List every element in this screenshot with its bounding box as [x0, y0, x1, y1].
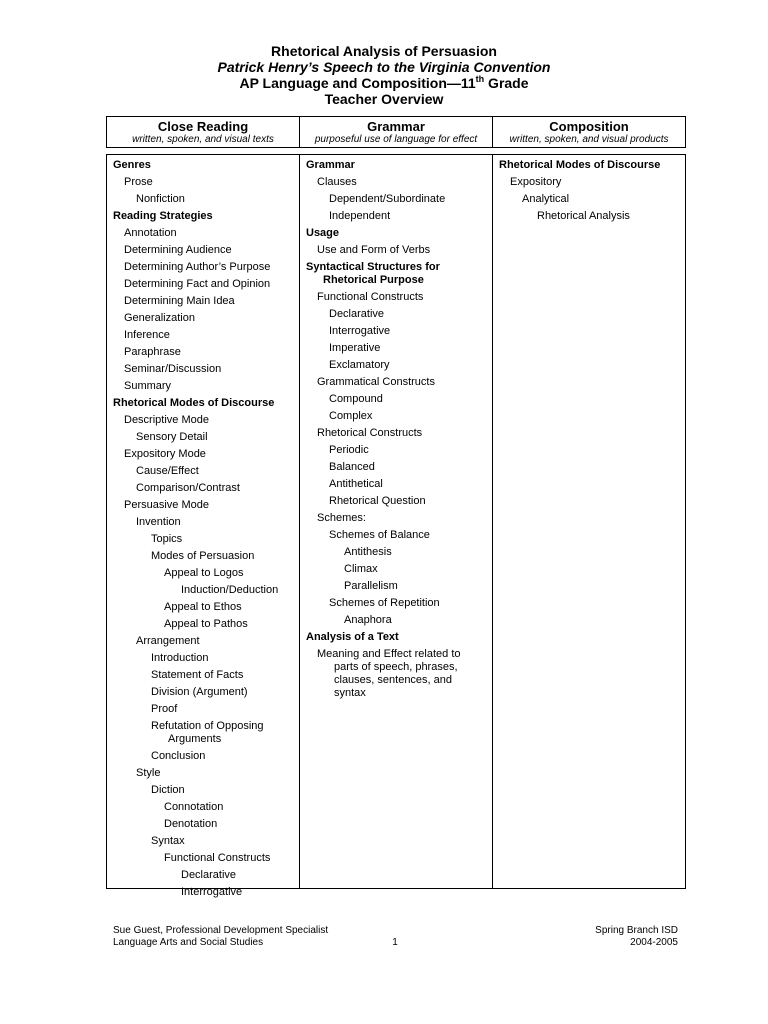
outline-item: Nonfiction — [136, 193, 185, 205]
outline-item: Functional Constructs — [164, 852, 271, 864]
outline-item: Determining Main Idea — [124, 295, 235, 307]
outline-item: Climax — [344, 563, 378, 575]
section-heading: Rhetorical Modes of Discourse — [499, 159, 661, 171]
grade-suffix: Grade — [484, 75, 529, 91]
outline-item: Syntax — [151, 835, 185, 847]
outline-item: Introduction — [151, 652, 209, 664]
overview-label: Teacher Overview — [324, 91, 444, 107]
outline-item: Sensory Detail — [136, 431, 208, 443]
outline-item: Analytical — [522, 193, 570, 205]
footer-year: 2004-2005 — [630, 937, 678, 948]
outline-item: Complex — [329, 410, 373, 422]
section-heading: Reading Strategies — [113, 210, 213, 222]
document-title-block — [0, 43, 768, 107]
outline-item: Determining Audience — [124, 244, 232, 256]
outline-item: Prose — [124, 176, 153, 188]
outline-item: Modes of Persuasion — [151, 550, 255, 562]
outline-item: Rhetorical Question — [329, 495, 426, 507]
outline-item: Comparison/Contrast — [136, 482, 240, 494]
section-heading: Rhetorical Modes of Discourse — [113, 397, 275, 409]
outline-item: Clauses — [317, 176, 357, 188]
footer-district: Spring Branch ISD — [595, 925, 678, 936]
outline-item: Imperative — [329, 342, 381, 354]
outline-item: Inference — [124, 329, 170, 341]
header-close-reading — [107, 117, 299, 147]
outline-item: Appeal to Pathos — [164, 618, 248, 630]
outline-item: Antithetical — [329, 478, 383, 490]
outline-item: Topics — [151, 533, 183, 545]
header-title: Grammar — [367, 119, 425, 134]
outline-item: Seminar/Discussion — [124, 363, 222, 375]
header-title: Composition — [549, 119, 629, 134]
document-title: Rhetorical Analysis of Persuasion — [271, 43, 497, 59]
document-subtitle: Patrick Henry’s Speech to the Virginia Convention — [217, 59, 551, 75]
outline-item: Periodic — [329, 444, 369, 456]
outline-item: Generalization — [124, 312, 195, 324]
header-grammar — [299, 117, 492, 147]
outline-item: Statement of Facts — [151, 669, 244, 681]
outline-item: Parallelism — [344, 580, 398, 592]
footer-right — [595, 925, 678, 949]
outline-item: Declarative — [181, 869, 237, 881]
column-grammar — [299, 155, 492, 888]
header-subtitle: written, spoken, and visual products — [509, 134, 669, 145]
header-composition — [492, 117, 685, 147]
course-line — [0, 75, 768, 91]
outline-item: Paraphrase — [124, 346, 181, 358]
grade-superscript: th — [475, 74, 485, 84]
outline-item: Arrangement — [136, 635, 200, 647]
outline-item: Invention — [136, 516, 181, 528]
header-subtitle: purposeful use of language for effect — [314, 134, 478, 145]
column-composition — [492, 155, 685, 888]
outline-item: Grammatical Constructs — [317, 376, 435, 388]
outline-item: Summary — [124, 380, 172, 392]
outline-item: Proof — [151, 703, 178, 715]
outline-item: Cause/Effect — [136, 465, 199, 477]
outline-item: Balanced — [329, 461, 375, 473]
section-heading: Analysis of a Text — [306, 631, 399, 643]
section-heading: Grammar — [306, 159, 355, 171]
footer-author: Sue Guest, Professional Development Specialist — [113, 925, 329, 936]
outline-item: Antithesis — [344, 546, 392, 558]
outline-item: Appeal to Ethos — [164, 601, 242, 613]
outline-item: Denotation — [164, 818, 218, 830]
section-heading: Syntactical Structures for Rhetorical Purpose — [306, 261, 440, 286]
outline-item: Expository — [510, 176, 562, 188]
outline-item: Compound — [329, 393, 383, 405]
outline-item: Dependent/Subordinate — [329, 193, 446, 205]
outline-item: Style — [136, 767, 161, 779]
outline-item: Conclusion — [151, 750, 206, 762]
outline-item: Diction — [151, 784, 185, 796]
outline-item: Schemes: — [317, 512, 366, 524]
outline-item: Expository Mode — [124, 448, 206, 460]
section-heading: Usage — [306, 227, 340, 239]
outline-item: Functional Constructs — [317, 291, 424, 303]
outline-item: Exclamatory — [329, 359, 390, 371]
header-title: Close Reading — [157, 119, 249, 134]
outline-item: Interrogative — [329, 325, 391, 337]
outline-item: Determining Author’s Purpose — [124, 261, 271, 273]
outline-item: Determining Fact and Opinion — [124, 278, 271, 290]
outline-item: Descriptive Mode — [124, 414, 209, 426]
outline-item: Annotation — [124, 227, 177, 239]
outline-item: Division (Argument) — [151, 686, 248, 698]
outline-item: Schemes of Balance — [329, 529, 430, 541]
outline-item: Declarative — [329, 308, 385, 320]
table-body-row — [106, 154, 686, 898]
outline-item: Interrogative — [181, 886, 243, 898]
section-heading: Genres — [113, 159, 151, 171]
header-subtitle: written, spoken, and visual texts — [132, 134, 274, 145]
page-number: 1 — [392, 937, 398, 948]
outline-item: Rhetorical Constructs — [317, 427, 423, 439]
outline-item: Anaphora — [344, 614, 392, 626]
column-close-reading — [107, 155, 299, 898]
outline-item: Refutation of Opposing Arguments — [151, 720, 264, 745]
outline-item: Connotation — [164, 801, 224, 813]
table-header-row — [106, 116, 686, 148]
outline-item: Use and Form of Verbs — [317, 244, 431, 256]
outline-item: Appeal to Logos — [164, 567, 244, 579]
footer-department: Language Arts and Social Studies — [113, 937, 264, 948]
outline-item: Induction/Deduction — [181, 584, 279, 596]
outline-item: Rhetorical Analysis — [537, 210, 630, 222]
outline-item: Schemes of Repetition — [329, 597, 440, 609]
outline-item: Meaning and Effect related to parts of speech, phrases, clauses, sentences, and syntax — [317, 648, 461, 699]
course-name: AP Language and Composition—11 — [239, 75, 476, 91]
outline-item: Independent — [329, 210, 391, 222]
outline-item: Persuasive Mode — [124, 499, 209, 511]
